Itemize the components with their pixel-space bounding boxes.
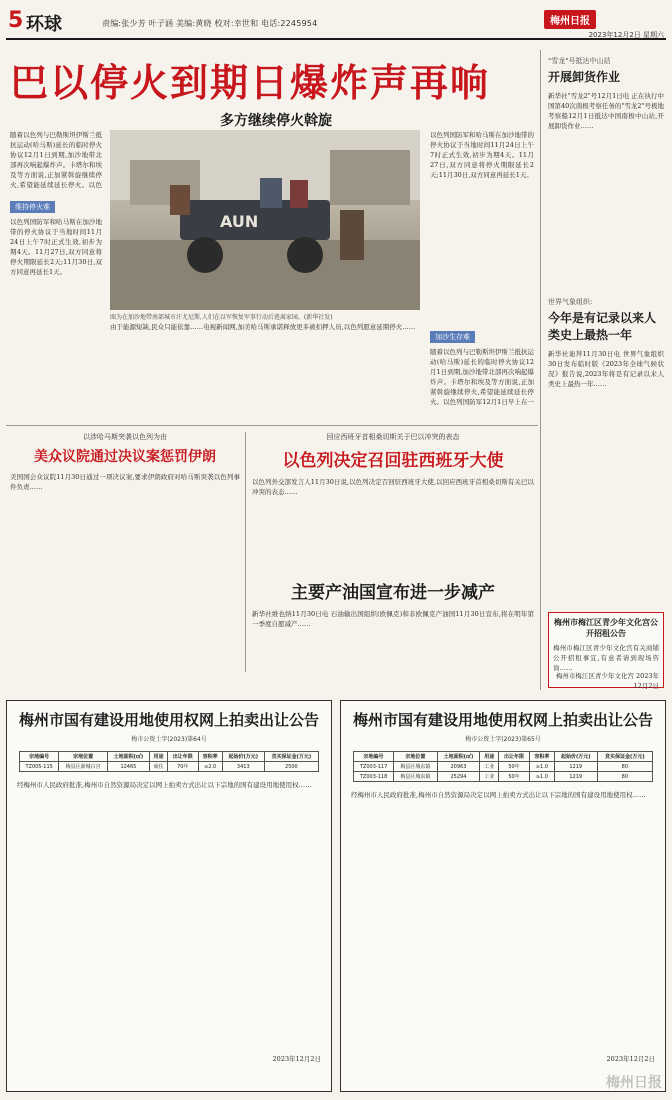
table-cell: TZ003-118 [354,772,394,782]
divider [540,50,541,690]
land-notice-64-body: 经梅州市人民政府批准,梅州市自然资源局决定以网上拍卖方式出让以下宗地的国有建设用地使用权…… [17,781,312,789]
article-spain-title: 以色列决定召回驻西班牙大使 [282,451,504,471]
table-cell: 1219 [554,772,597,782]
table-cell: TZ003-117 [354,762,394,772]
lead-left-column [10,130,102,337]
table-cell: 50年 [499,772,530,782]
sidebar-mid-kicker: 世界气象组织: [548,298,593,306]
land-notice-64-table [19,751,319,772]
table-header: 土地面积(㎡) [107,752,149,762]
table-header: 宗地位置 [394,752,437,762]
watermark: 梅州日报 [606,1075,662,1091]
table-cell: TZ005-115 [20,762,59,772]
sidebar-mid-body: 新华社迪拜11月30日电 世界气象组织30日发布临时版《2023年全球气候状况》报告说,2023年将是有记录以来人类史上最热一年…… [548,350,664,388]
table-cell: 25294 [437,772,480,782]
land-auction-notice-64 [6,700,332,1092]
article-iran-body: 美国国会众议院11月30日通过一项决议案,要求伊朗政府对哈马斯突袭以色列事件负责…… [10,473,240,491]
table-header: 容积率 [198,752,222,762]
article-spain-kicker: 回应西班牙首相桑切斯关于巴以冲突的表态 [326,433,460,441]
land-notice-64-date: 2023年12月2日 [272,1055,321,1063]
notice-signature: 梅州市梅江区青少年文化宫 2023年12月2日 [555,672,659,690]
table-cell: 梅县区新城白宫 [59,762,108,772]
table-cell: ≥1.0 [530,762,555,772]
notice-box [548,612,664,688]
sidebar-mid-title: 今年是有记录以来人类史上最热一年 [548,311,657,342]
table-cell: 1219 [554,762,597,772]
masthead [6,6,666,40]
table-header: 用途 [149,752,167,762]
land-notice-65-date: 2023年12月2日 [606,1055,655,1063]
table-header: 宗地编号 [354,752,394,762]
land-notice-64-title: 梅州市国有建设用地使用权网上拍卖出让公告 [18,711,319,729]
table-header: 起始价(万元) [554,752,597,762]
issue-date: 2023年12月2日 星期六 [588,31,664,39]
sidebar-top-title: 开展卸货作业 [548,70,621,84]
article-opec-body: 新华社维也纳11月30日电 石油输出国组织(欧佩克)和非欧佩克产油国11月30日宣布,将在明年第一季度自愿减产…… [252,610,534,628]
section-number: 5 [8,8,24,33]
table-cell: 3413 [222,762,264,772]
svg-text:AUN: AUN [220,212,259,231]
sidebar [548,56,664,569]
table-row [20,762,319,772]
lead-subhead: 多方继续停火斡旋 [220,113,332,129]
table-cell: 12465 [107,762,149,772]
table-cell: 梅县区城东镇 [394,762,437,772]
table-row [354,762,653,772]
divider [245,432,246,672]
lead-body-mid: 以色列国防军和哈马斯在加沙地带的停火协议于当地时间11月24日上午7时正式生效,初步为期4天。11月27日,双方同意将停火期限延长2天;11月30日,双方同意再延长1天。 [10,218,102,276]
notice-title: 梅州市梅江区青少年文化宫公开招租公告 [554,618,658,638]
table-cell: 50年 [499,762,530,772]
table-header: 宗地编号 [20,752,59,762]
table-header: 出让年限 [499,752,530,762]
table-cell: 工业 [480,762,499,772]
land-auction-notice-65 [340,700,666,1092]
lead-right-column [430,130,534,407]
lead-body-left: 随着以色列与巴勒斯坦伊斯兰抵抗运动(哈马斯)延长的临时停火协议12月1日到期,加沙地带北部再次响起爆炸声。卡塔尔和埃及等方面说,正加紧斡旋继续停火,希望能延续延长停火。以色 [10,131,102,189]
article-iran-title: 美众议院通过决议案惩罚伊朗 [34,449,216,465]
newspaper-logo: 梅州日报 [544,10,596,29]
sidebar-top-kicker: "雪龙"号抵达中山站 [548,57,611,65]
table-header: 土地面积(㎡) [437,752,480,762]
article-opec-title: 主要产油国宣布进一步减产 [291,583,495,603]
divider [6,425,538,426]
table-cell: 商住 [149,762,167,772]
table-cell: 工业 [480,772,499,782]
article-spain [252,432,534,557]
lead-photo [110,130,420,310]
article-opec [252,578,534,689]
article-iran-kicker: 以涉哈马斯突袭以色列为由 [83,433,167,441]
photo-caption: 图为在加沙地带南部城市汗尤尼斯,人们在以军恢复军事行动后逃离家园。(新华社发) [110,314,333,321]
section-name: 环球 [26,14,62,35]
table-cell: 2500 [264,762,318,772]
article-spain-body: 以色列外交部发言人11月30日说,以色列决定召回驻西班牙大使,以回应西班牙首相桑切斯有关巴以冲突的表态…… [252,478,534,496]
lead-headline: 巴以停火到期日爆炸声再响 [10,60,491,105]
table-cell: 梅县区城东镇 [394,772,437,782]
lead-body-right-2: 随着以色列与巴勒斯坦伊斯兰抵抗运动(哈马斯)延长的临时停火协议12月1日到期,加沙地带北部再次响起爆炸声。卡塔尔和埃及等方面说,正加紧斡旋继续停火,希望能延续延长停火。以色列国防军12月1日早上在一 [430,348,534,406]
land-notice-65-number: 梅市公资土字(2023)第65号 [465,736,541,743]
tag-ceasefire: 维持停火难 [10,201,55,213]
editor-credits: 责编:张少芳 叶子涵 美编:黄晓 校对:幸世和 电话:2245954 [102,19,318,28]
table-cell: 70年 [168,762,198,772]
lead-body-right: 以色列国防军和哈马斯在加沙地带的停火协议于当地时间11月24日上午7时正式生效,初步为期4天。11月27日,双方同意将停火期限延长2天;11月30日,双方同意再延长1天。 [430,131,534,179]
table-header: 宗地位置 [59,752,108,762]
table-header-row [354,752,653,762]
table-header: 用途 [480,752,499,762]
table-header-row [20,752,319,762]
land-notice-65-title: 梅州市国有建设用地使用权网上拍卖出让公告 [352,711,653,729]
article-iran [10,432,240,622]
table-header: 竞买保证金(万元) [597,752,652,762]
table-cell: ≥1.0 [530,772,555,782]
lead-body-bottom: 由于能源短缺,民众只能依靠……电视新闻网,加美哈马斯承诺释放更多被扣押人员,以色列愿意延期停火…… [110,323,416,331]
table-cell: 80 [597,772,652,782]
table-header: 容积率 [530,752,555,762]
table-header: 出让年限 [168,752,198,762]
table-header: 起始价(万元) [222,752,264,762]
land-notice-64-number: 梅市公资土字(2023)第64号 [131,736,207,743]
notice-body: 梅州市梅江区青少年文化宫有关商铺公开招租事宜,有意者请到现场咨询…… [553,644,659,671]
table-header: 竞买保证金(万元) [264,752,318,762]
table-row [354,772,653,782]
table-cell: 20963 [437,762,480,772]
table-cell: ≤2.0 [198,762,222,772]
table-cell: 80 [597,762,652,772]
sidebar-top-body: 新华社"雪龙2"号12月1日电 正在执行中国第40次南极考察任务的"雪龙2"号极地考察船12月1日抵达中国南极中山站,开展卸货作业…… [548,92,664,130]
photo-illustration [110,130,420,310]
land-notice-65-body: 经梅州市人民政府批准,梅州市自然资源局决定以网上拍卖方式出让以下宗地的国有建设用地使用权…… [351,791,646,799]
land-notice-65-table [353,751,653,782]
tag-survival: 加沙生存难 [430,331,475,343]
